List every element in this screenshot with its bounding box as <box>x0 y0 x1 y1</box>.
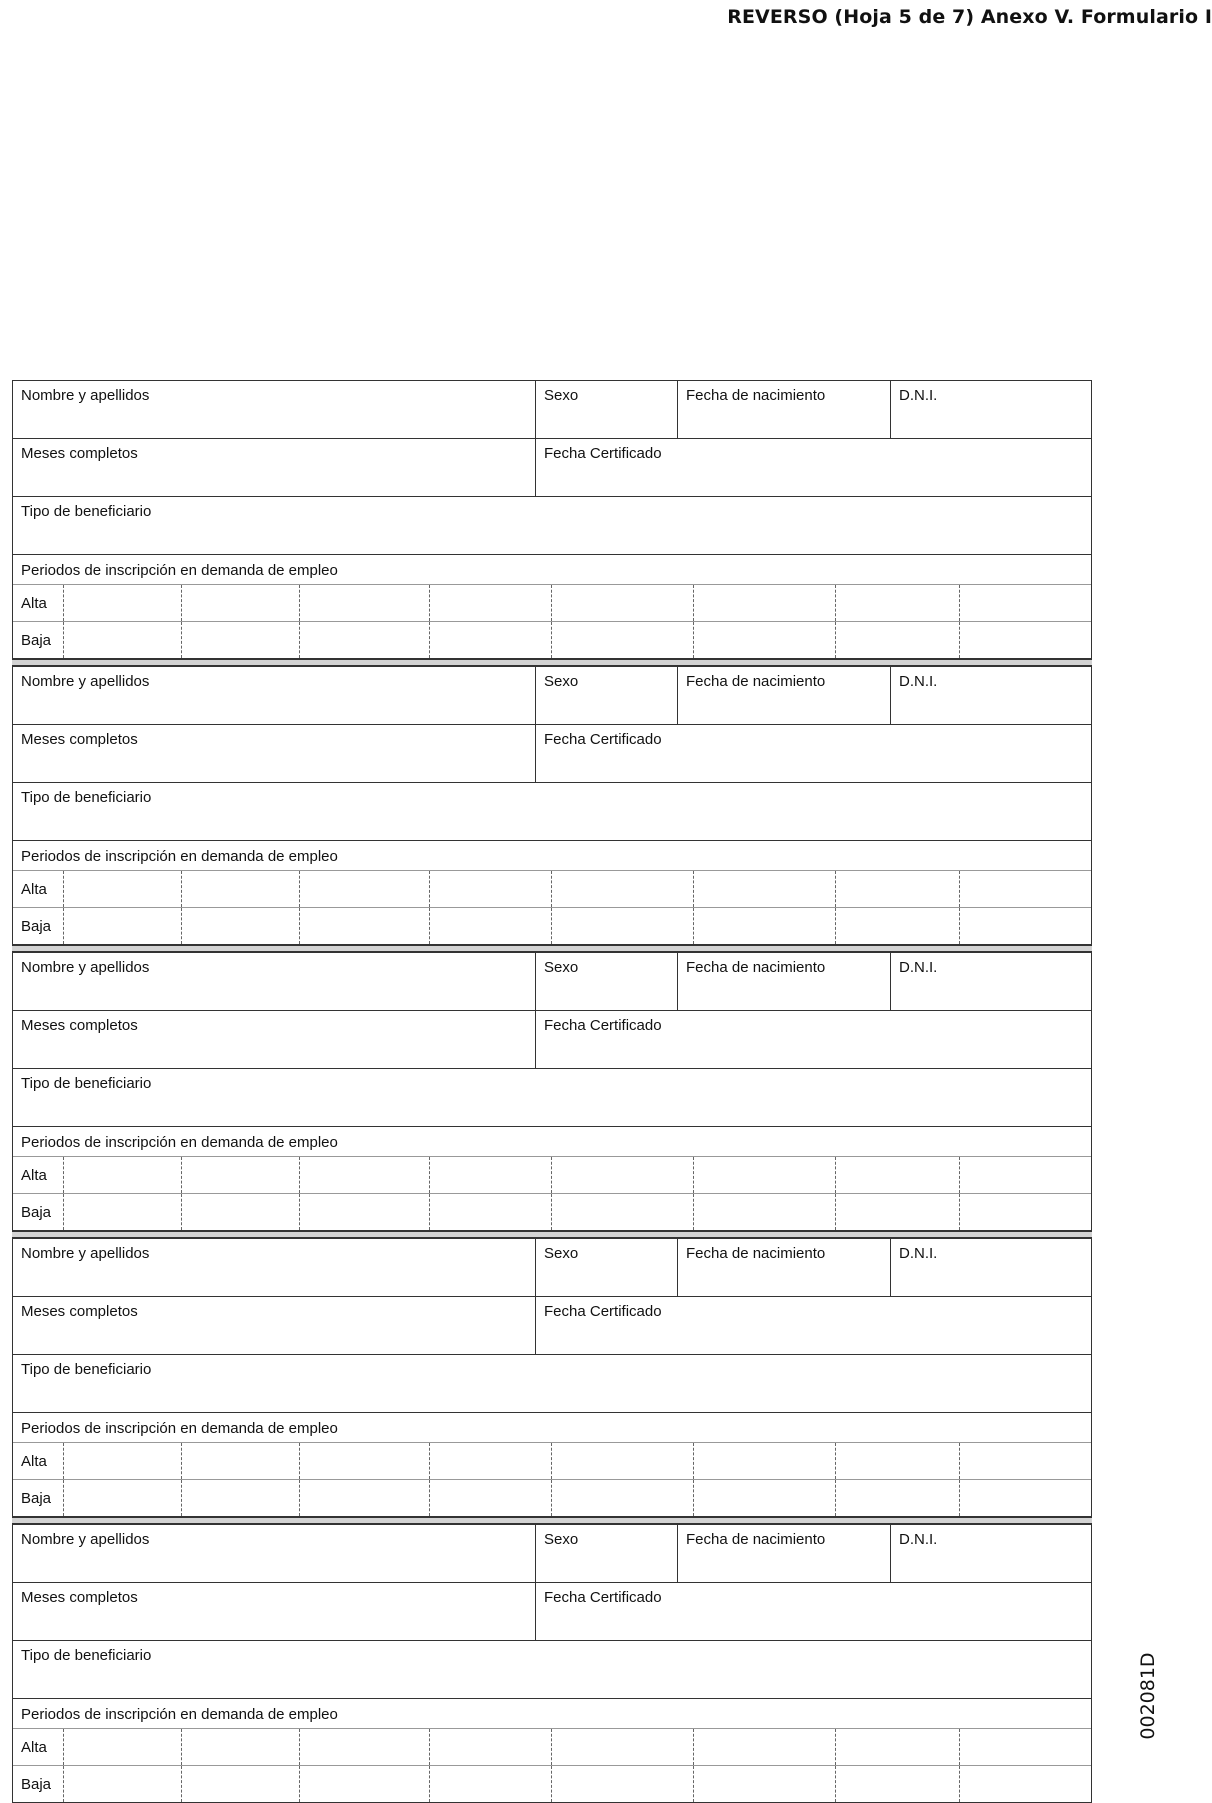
period-cell-divider <box>835 908 836 944</box>
dni-field-label: D.N.I. <box>899 1531 938 1548</box>
sexo-field-label: Sexo <box>544 673 579 690</box>
period-cell-divider <box>693 585 694 621</box>
period-cells-baja[interactable] <box>63 622 1091 658</box>
period-cell-divider <box>959 1157 960 1193</box>
period-cell-divider <box>429 1194 430 1230</box>
tipo-beneficiario-field-label: Tipo de beneficiario <box>21 789 152 806</box>
period-cell-divider <box>299 871 300 907</box>
period-cell-divider <box>835 1766 836 1802</box>
dni-field-label: D.N.I. <box>899 1245 938 1262</box>
block-separator <box>12 1517 1092 1524</box>
tipo-beneficiario-field[interactable] <box>13 497 1091 554</box>
period-cell-divider <box>181 871 182 907</box>
tipo-beneficiario-field[interactable] <box>13 1641 1091 1698</box>
period-cell-divider <box>551 585 552 621</box>
period-label-baja: Baja <box>21 1204 52 1221</box>
identity-row <box>13 381 1091 439</box>
tipo-row <box>13 497 1091 555</box>
period-cell-divider <box>429 622 430 658</box>
dni-field[interactable] <box>891 381 1091 438</box>
period-cell-divider <box>835 622 836 658</box>
period-cell-divider <box>835 1480 836 1516</box>
dni-field[interactable] <box>891 953 1091 1010</box>
period-cell-divider <box>181 622 182 658</box>
period-cell-divider <box>693 908 694 944</box>
sexo-field-label: Sexo <box>544 387 579 404</box>
period-row-baja[interactable] <box>13 907 1091 944</box>
fecha-nacimiento-field[interactable] <box>678 381 891 438</box>
sexo-field[interactable] <box>536 953 678 1010</box>
period-cell-divider <box>299 1194 300 1230</box>
sexo-field[interactable] <box>536 381 678 438</box>
period-label-alta: Alta <box>21 881 47 898</box>
tipo-beneficiario-field[interactable] <box>13 1355 1091 1412</box>
period-cells-baja[interactable] <box>63 1766 1091 1802</box>
fecha-nacimiento-field[interactable] <box>678 1239 891 1296</box>
periodos-heading: Periodos de inscripción en demanda de empleo <box>21 562 338 579</box>
period-cell-divider <box>959 585 960 621</box>
period-label-alta: Alta <box>21 1167 47 1184</box>
period-cell-divider <box>63 622 64 658</box>
period-label-baja: Baja <box>21 918 52 935</box>
period-cell-divider <box>429 908 430 944</box>
period-cell-divider <box>299 1157 300 1193</box>
period-cell-divider <box>551 1729 552 1765</box>
document-code <box>1138 1645 1158 1745</box>
meses-row <box>13 439 1091 497</box>
tipo-beneficiario-field-label: Tipo de beneficiario <box>21 1647 152 1664</box>
period-cell-divider <box>959 1194 960 1230</box>
period-row-alta[interactable] <box>13 1442 1091 1479</box>
period-cells-alta[interactable] <box>63 585 1091 621</box>
period-cell-divider <box>551 1157 552 1193</box>
periodos-heading: Periodos de inscripción en demanda de empleo <box>21 848 338 865</box>
period-cell-divider <box>835 1443 836 1479</box>
identity-row <box>13 1239 1091 1297</box>
beneficiary-block <box>12 952 1092 1231</box>
tipo-row <box>13 1069 1091 1127</box>
period-cell-divider <box>551 1443 552 1479</box>
periodos-heading: Periodos de inscripción en demanda de empleo <box>21 1420 338 1437</box>
period-cell-divider <box>63 585 64 621</box>
period-cell-divider <box>181 908 182 944</box>
period-cell-divider <box>551 622 552 658</box>
period-label-baja: Baja <box>21 1490 52 1507</box>
nombre-field[interactable] <box>13 1525 536 1582</box>
period-cell-divider <box>181 585 182 621</box>
identity-row <box>13 953 1091 1011</box>
meses-field-label: Meses completos <box>21 1017 138 1034</box>
meses-field[interactable] <box>13 439 536 496</box>
period-cell-divider <box>551 1480 552 1516</box>
period-cell-divider <box>63 1480 64 1516</box>
period-row-baja[interactable] <box>13 1479 1091 1516</box>
period-cell-divider <box>835 1157 836 1193</box>
period-cell-divider <box>429 1480 430 1516</box>
sexo-field[interactable] <box>536 1525 678 1582</box>
period-cell-divider <box>551 1766 552 1802</box>
fecha-certificado-field[interactable] <box>536 1583 1091 1640</box>
period-cells-baja[interactable] <box>63 908 1091 944</box>
sexo-field[interactable] <box>536 667 678 724</box>
period-cell-divider <box>299 908 300 944</box>
nombre-field-label: Nombre y apellidos <box>21 387 150 404</box>
period-cell-divider <box>693 1194 694 1230</box>
period-cell-divider <box>299 1480 300 1516</box>
period-cell-divider <box>693 1480 694 1516</box>
period-cell-divider <box>63 871 64 907</box>
period-cell-divider <box>959 871 960 907</box>
dni-field[interactable] <box>891 1525 1091 1582</box>
beneficiary-block <box>12 666 1092 945</box>
period-cell-divider <box>299 585 300 621</box>
block-separator <box>12 1231 1092 1238</box>
period-cell-divider <box>181 1480 182 1516</box>
period-cell-divider <box>693 1443 694 1479</box>
period-cell-divider <box>299 1766 300 1802</box>
dni-field[interactable] <box>891 667 1091 724</box>
nombre-field[interactable] <box>13 667 536 724</box>
period-cell-divider <box>551 908 552 944</box>
period-cell-divider <box>181 1729 182 1765</box>
fecha-certificado-field-label: Fecha Certificado <box>544 445 662 462</box>
nombre-field[interactable] <box>13 1239 536 1296</box>
period-cell-divider <box>63 1766 64 1802</box>
fecha-certificado-field[interactable] <box>536 1011 1091 1068</box>
period-cell-divider <box>959 622 960 658</box>
dni-field[interactable] <box>891 1239 1091 1296</box>
period-cell-divider <box>959 908 960 944</box>
fecha-certificado-field-label: Fecha Certificado <box>544 731 662 748</box>
period-cell-divider <box>693 1157 694 1193</box>
fecha-certificado-field[interactable] <box>536 1297 1091 1354</box>
fecha-certificado-field-label: Fecha Certificado <box>544 1303 662 1320</box>
period-cell-divider <box>959 1766 960 1802</box>
identity-row <box>13 667 1091 725</box>
period-row-alta[interactable] <box>13 1728 1091 1765</box>
fecha-nacimiento-field-label: Fecha de nacimiento <box>686 1245 826 1262</box>
meses-row <box>13 1297 1091 1355</box>
nombre-field[interactable] <box>13 953 536 1010</box>
period-cell-divider <box>835 585 836 621</box>
period-cell-divider <box>429 1729 430 1765</box>
nombre-field-label: Nombre y apellidos <box>21 1531 150 1548</box>
period-cell-divider <box>63 908 64 944</box>
tipo-beneficiario-field-label: Tipo de beneficiario <box>21 1361 152 1378</box>
meses-field[interactable] <box>13 725 536 782</box>
period-row-baja[interactable] <box>13 621 1091 658</box>
period-row-alta[interactable] <box>13 870 1091 907</box>
meses-row <box>13 1583 1091 1641</box>
page-title: REVERSO (Hoja 5 de 7) Anexo V. Formulario I <box>727 6 1212 28</box>
period-cell-divider <box>835 1194 836 1230</box>
nombre-field[interactable] <box>13 381 536 438</box>
periodos-heading: Periodos de inscripción en demanda de empleo <box>21 1706 338 1723</box>
meses-field-label: Meses completos <box>21 1589 138 1606</box>
period-cell-divider <box>299 1729 300 1765</box>
dni-field-label: D.N.I. <box>899 387 938 404</box>
tipo-row <box>13 1641 1091 1699</box>
period-cell-divider <box>551 1194 552 1230</box>
sexo-field-label: Sexo <box>544 1245 579 1262</box>
period-cells-alta[interactable] <box>63 1729 1091 1765</box>
meses-field[interactable] <box>13 1297 536 1354</box>
meses-row <box>13 725 1091 783</box>
period-cell-divider <box>181 1157 182 1193</box>
period-label-alta: Alta <box>21 595 47 612</box>
meses-field[interactable] <box>13 1011 536 1068</box>
beneficiary-block <box>12 1524 1092 1803</box>
tipo-beneficiario-field[interactable] <box>13 1069 1091 1126</box>
fecha-certificado-field[interactable] <box>536 439 1091 496</box>
fecha-certificado-field-label: Fecha Certificado <box>544 1589 662 1606</box>
identity-row <box>13 1525 1091 1583</box>
document-code-text: 002081D <box>1137 1652 1159 1740</box>
tipo-beneficiario-field[interactable] <box>13 783 1091 840</box>
sexo-field-label: Sexo <box>544 959 579 976</box>
period-cells-alta[interactable] <box>63 1157 1091 1193</box>
period-cell-divider <box>63 1729 64 1765</box>
fecha-nacimiento-field-label: Fecha de nacimiento <box>686 673 826 690</box>
period-cell-divider <box>299 622 300 658</box>
fecha-certificado-field[interactable] <box>536 725 1091 782</box>
period-cell-divider <box>429 585 430 621</box>
beneficiary-block <box>12 1238 1092 1517</box>
period-cell-divider <box>693 1766 694 1802</box>
period-row-baja[interactable] <box>13 1193 1091 1230</box>
meses-field-label: Meses completos <box>21 445 138 462</box>
meses-field-label: Meses completos <box>21 1303 138 1320</box>
fecha-certificado-field-label: Fecha Certificado <box>544 1017 662 1034</box>
period-cells-alta[interactable] <box>63 1443 1091 1479</box>
period-cell-divider <box>835 1729 836 1765</box>
period-row-baja[interactable] <box>13 1765 1091 1802</box>
period-cell-divider <box>551 871 552 907</box>
period-label-alta: Alta <box>21 1739 47 1756</box>
block-separator <box>12 945 1092 952</box>
period-cell-divider <box>693 1729 694 1765</box>
fecha-nacimiento-field[interactable] <box>678 667 891 724</box>
period-cell-divider <box>959 1480 960 1516</box>
period-label-baja: Baja <box>21 1776 52 1793</box>
period-cell-divider <box>63 1443 64 1479</box>
period-label-alta: Alta <box>21 1453 47 1470</box>
nombre-field-label: Nombre y apellidos <box>21 673 150 690</box>
period-label-baja: Baja <box>21 632 52 649</box>
nombre-field-label: Nombre y apellidos <box>21 959 150 976</box>
dni-field-label: D.N.I. <box>899 959 938 976</box>
period-cell-divider <box>181 1194 182 1230</box>
meses-field[interactable] <box>13 1583 536 1640</box>
period-cell-divider <box>429 1443 430 1479</box>
period-row-alta[interactable] <box>13 584 1091 621</box>
period-cells-alta[interactable] <box>63 871 1091 907</box>
periodos-heading: Periodos de inscripción en demanda de empleo <box>21 1134 338 1151</box>
beneficiary-block <box>12 380 1092 659</box>
period-cell-divider <box>835 871 836 907</box>
beneficiary-form <box>12 380 1092 1803</box>
period-cells-baja[interactable] <box>63 1480 1091 1516</box>
nombre-field-label: Nombre y apellidos <box>21 1245 150 1262</box>
period-cell-divider <box>429 1157 430 1193</box>
period-cell-divider <box>181 1443 182 1479</box>
period-cell-divider <box>959 1729 960 1765</box>
dni-field-label: D.N.I. <box>899 673 938 690</box>
period-cell-divider <box>63 1157 64 1193</box>
period-cell-divider <box>63 1194 64 1230</box>
period-cell-divider <box>429 1766 430 1802</box>
fecha-nacimiento-field-label: Fecha de nacimiento <box>686 1531 826 1548</box>
period-cell-divider <box>959 1443 960 1479</box>
period-cell-divider <box>693 871 694 907</box>
tipo-row <box>13 1355 1091 1413</box>
period-row-alta[interactable] <box>13 1156 1091 1193</box>
tipo-beneficiario-field-label: Tipo de beneficiario <box>21 1075 152 1092</box>
tipo-row <box>13 783 1091 841</box>
block-separator <box>12 659 1092 666</box>
fecha-nacimiento-field[interactable] <box>678 953 891 1010</box>
period-cell-divider <box>429 871 430 907</box>
period-cell-divider <box>299 1443 300 1479</box>
meses-row <box>13 1011 1091 1069</box>
period-cell-divider <box>693 622 694 658</box>
meses-field-label: Meses completos <box>21 731 138 748</box>
tipo-beneficiario-field-label: Tipo de beneficiario <box>21 503 152 520</box>
fecha-nacimiento-field-label: Fecha de nacimiento <box>686 959 826 976</box>
period-cell-divider <box>181 1766 182 1802</box>
sexo-field-label: Sexo <box>544 1531 579 1548</box>
period-cells-baja[interactable] <box>63 1194 1091 1230</box>
fecha-nacimiento-field-label: Fecha de nacimiento <box>686 387 826 404</box>
sexo-field[interactable] <box>536 1239 678 1296</box>
fecha-nacimiento-field[interactable] <box>678 1525 891 1582</box>
